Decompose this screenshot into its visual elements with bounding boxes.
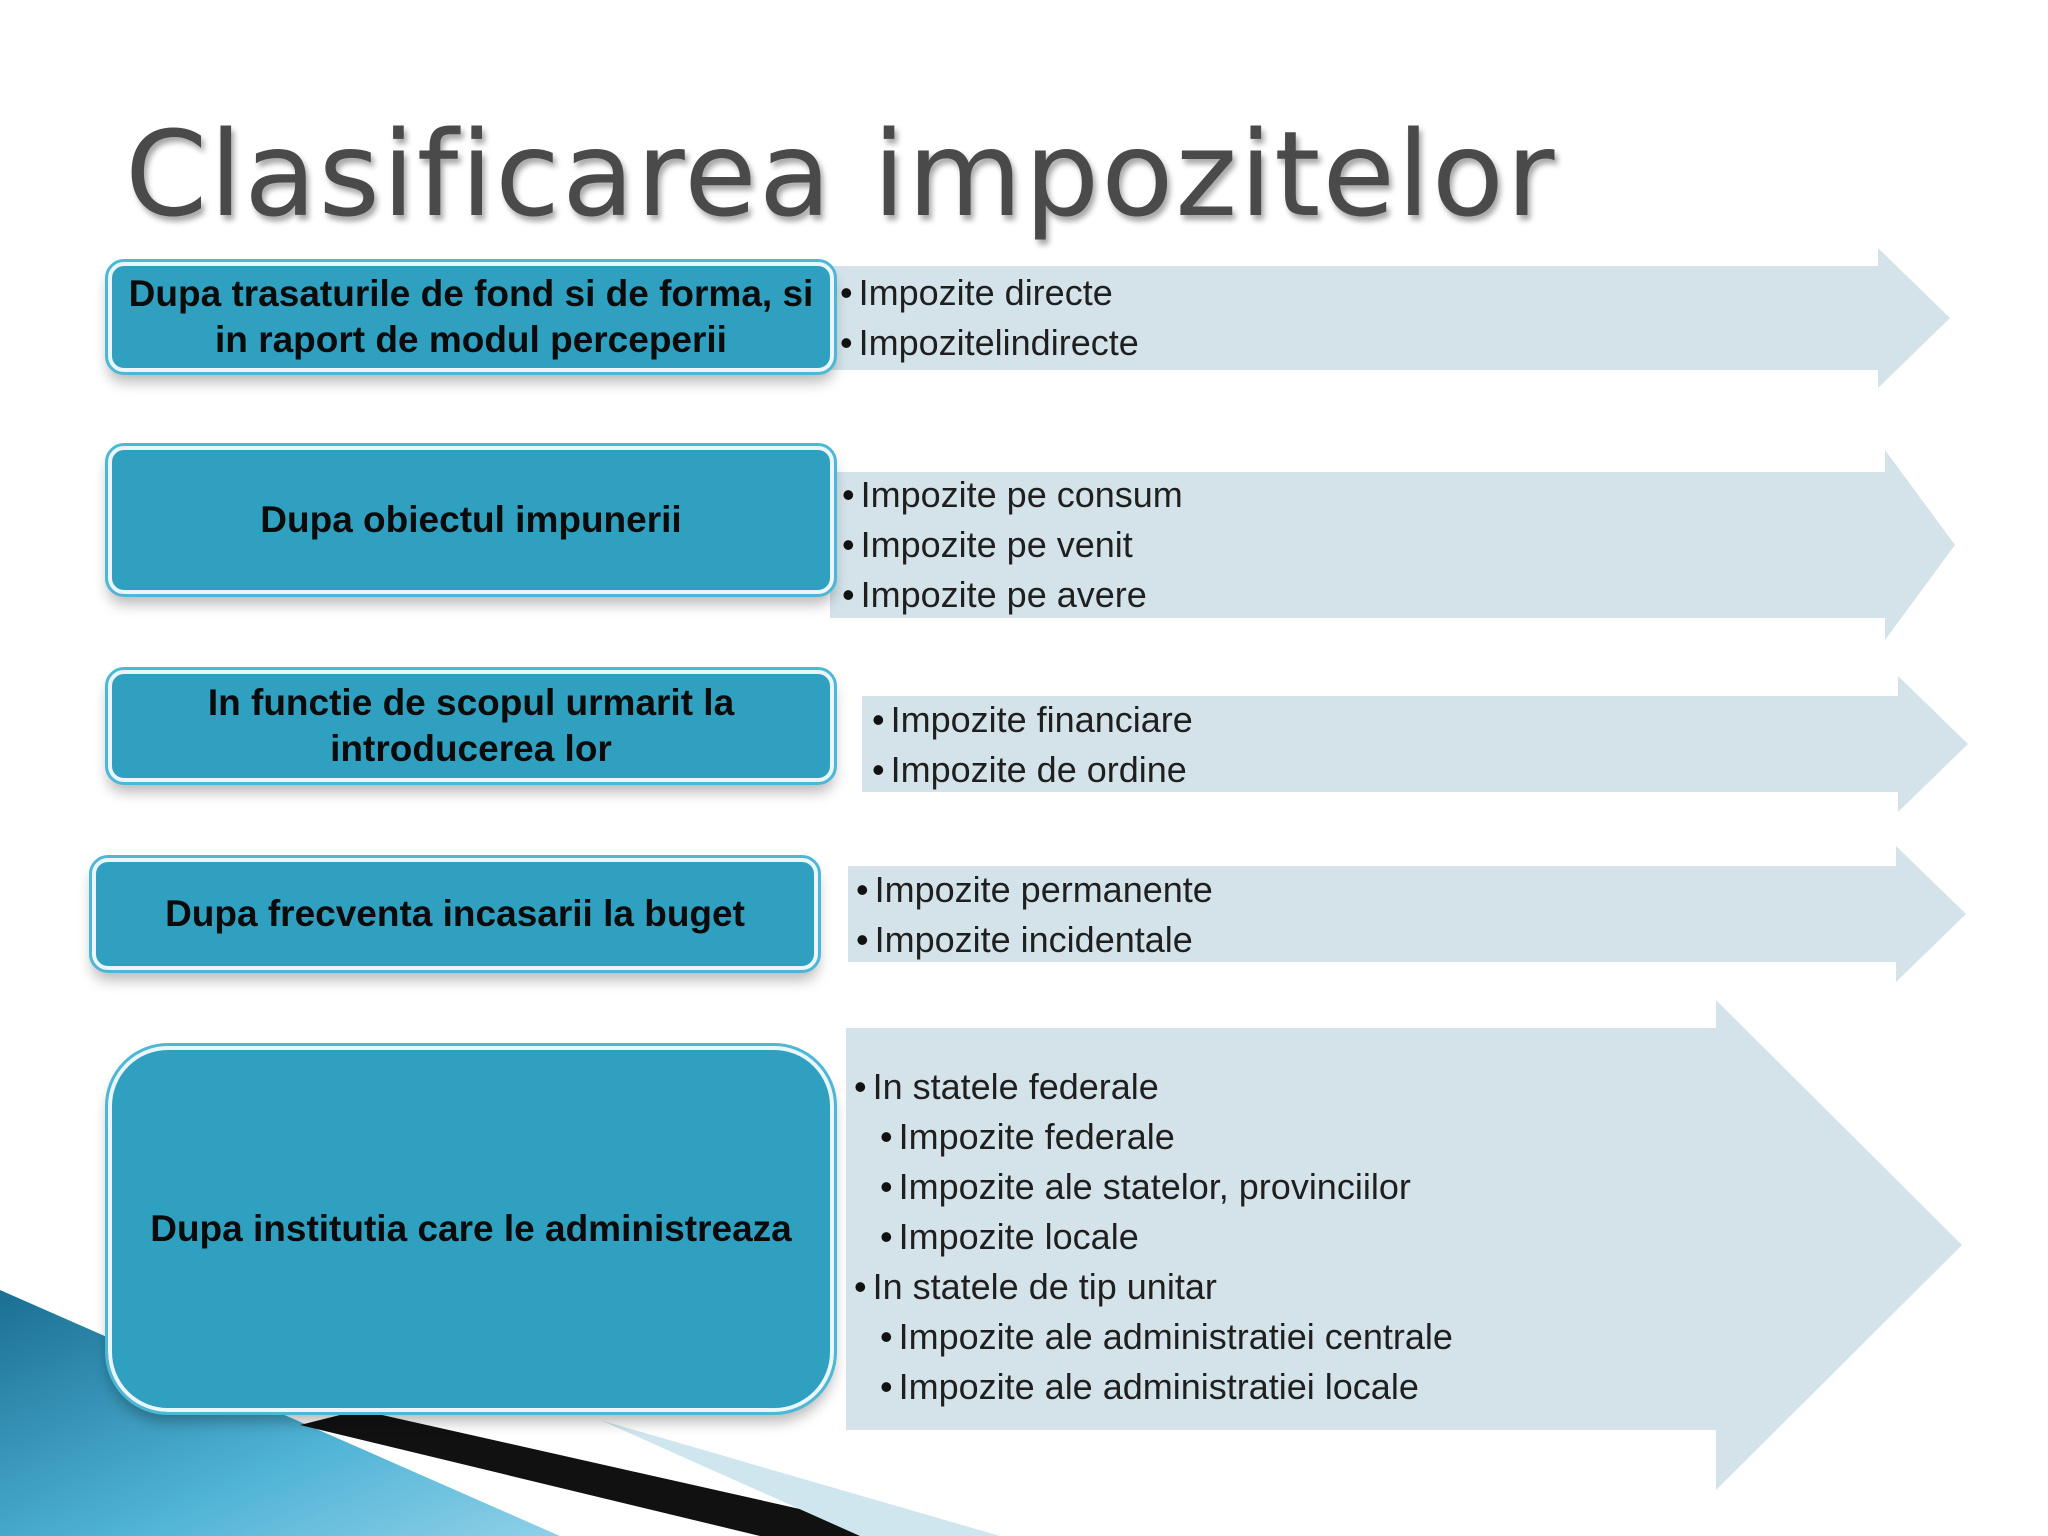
list-item: • Impozite financiare <box>872 695 1193 745</box>
list-item: • Impozite ale administratiei centrale <box>854 1312 1453 1362</box>
category-box-2: Dupa obiectul impunerii <box>108 446 834 594</box>
slide-title: Clasificarea impozitelor <box>125 105 1557 243</box>
list-item: • In statele de tip unitar <box>854 1262 1453 1312</box>
category-box-1: Dupa trasaturile de fond si de forma, si in raport de modul perceperii <box>108 262 834 372</box>
list-item: • Impozite directe <box>840 268 1139 318</box>
list-item: • Impozitelindirecte <box>840 318 1139 368</box>
row-4-item-list <box>856 865 1213 965</box>
row-5-item-list <box>854 1062 1453 1412</box>
category-box-4: Dupa frecventa incasarii la buget <box>92 858 818 970</box>
list-item: • Impozite pe venit <box>842 520 1183 570</box>
row-3-item-list <box>872 695 1193 795</box>
list-item: • Impozite pe consum <box>842 470 1183 520</box>
row-2-item-list <box>842 470 1183 620</box>
row-1-item-list <box>840 268 1139 368</box>
list-item: • Impozite federale <box>854 1112 1453 1162</box>
list-item: • Impozite locale <box>854 1212 1453 1262</box>
list-item: • Impozite pe avere <box>842 570 1183 620</box>
category-box-5: Dupa institutia care le administreaza <box>108 1046 834 1412</box>
list-item: • Impozite ale statelor, provinciilor <box>854 1162 1453 1212</box>
list-item: • Impozite ale administratiei locale <box>854 1362 1453 1412</box>
list-item: • Impozite permanente <box>856 865 1213 915</box>
list-item: • In statele federale <box>854 1062 1453 1112</box>
category-box-3: In functie de scopul urmarit la introducerea lor <box>108 670 834 782</box>
list-item: • Impozite incidentale <box>856 915 1213 965</box>
list-item: • Impozite de ordine <box>872 745 1193 795</box>
